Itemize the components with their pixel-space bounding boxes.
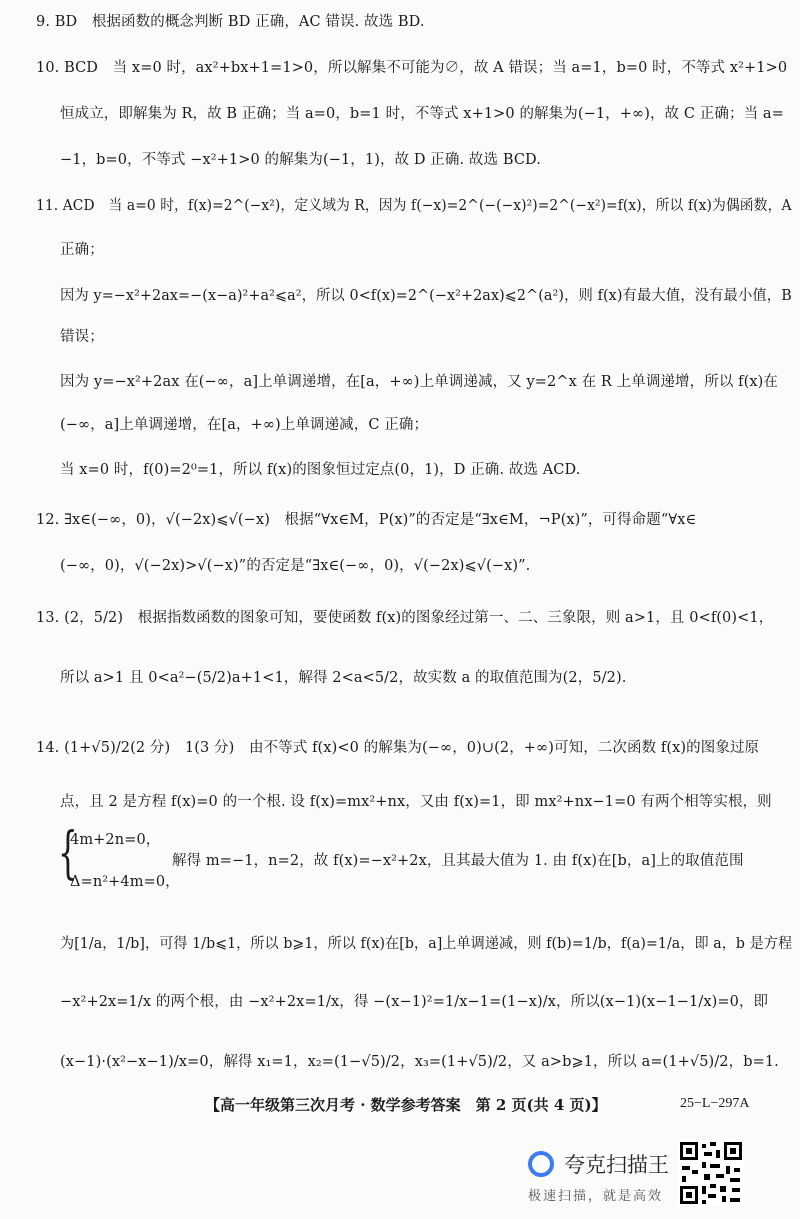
answer-12-line-1: 12. ∃x∈(−∞，0)，√(−2x)⩽√(−x) 根据“∀x∈M，P(x)”的否定是“∃x∈M，¬P(x)”，可得命题“∀x∈: [36, 512, 697, 528]
answer-14-system-eq-2: Δ=n²+4m=0，: [70, 874, 180, 890]
page-footer-title: 【高一年级第三次月考 · 数学参考答案 第 2 页(共 4 页)】: [205, 1096, 607, 1114]
answer-11-line-5: 因为 y=−x²+2ax 在(−∞，a]上单调递增，在[a，+∞)上单调递减，又 y=2^x 在 R 上单调递增，所以 f(x)在: [60, 374, 778, 390]
answer-14-line-1: 14. (1+√5)/2(2 分) 1(3 分) 由不等式 f(x)<0 的解集为(−∞，0)∪(2，+∞)可知，二次函数 f(x)的图象过原: [36, 740, 760, 756]
qr-code-icon: [678, 1140, 744, 1206]
answer-9: 9. BD 根据函数的概念判断 BD 正确，AC 错误. 故选 BD.: [36, 14, 425, 30]
answer-10-line-3: −1，b=0，不等式 −x²+1>0 的解集为(−1，1)，故 D 正确. 故选 BCD.: [60, 152, 541, 168]
system-brace: {: [58, 821, 78, 886]
answer-11-line-3: 因为 y=−x²+2ax=−(x−a)²+a²⩽a²，所以 0<f(x)=2^(−x²+2ax)⩽2^(a²)，则 f(x)有最大值，没有最小值，B: [60, 288, 792, 304]
answer-13-line-1: 13. (2，5/2) 根据指数函数的图象可知，要使函数 f(x)的图象经过第一、二、三象限，则 a>1，且 0<f(0)<1，: [36, 610, 774, 626]
answer-14-line-6: (x−1)·(x²−x−1)/x=0，解得 x₁=1，x₂=(1−√5)/2，x₃=(1+√5)/2，又 a>b⩾1，所以 a=(1+√5)/2，b=1.: [60, 1054, 779, 1070]
answer-14-system-eq-1: 4m+2n=0，: [70, 832, 161, 848]
answer-11-line-2: 正确；: [60, 242, 104, 258]
scanner-name: 夸克扫描王: [564, 1153, 669, 1177]
answer-11-line-1: 11. ACD 当 a=0 时，f(x)=2^(−x²)，定义域为 R，因为 f(−x)=2^(−(−x)²)=2^(−x²)=f(x)，所以 f(x)为偶函数，A: [36, 198, 792, 214]
answer-12-line-2: (−∞，0)，√(−2x)>√(−x)”的否定是“∃x∈(−∞，0)，√(−2x)⩽√(−x)”.: [60, 558, 531, 574]
scanner-slogan: 极速扫描，就是高效: [528, 1189, 664, 1204]
answer-10-line-2: 恒成立，即解集为 R，故 B 正确；当 a=0，b=1 时，不等式 x+1>0 的解集为(−1，+∞)，故 C 正确；当 a=: [60, 106, 784, 122]
answer-11-line-4: 错误；: [60, 329, 104, 345]
answer-11-line-6: (−∞，a]上单调递增，在[a，+∞)上单调递减，C 正确；: [60, 417, 429, 433]
answer-13-line-2: 所以 a>1 且 0<a²−(5/2)a+1<1，解得 2<a<5/2，故实数 a 的取值范围为(2，5/2).: [60, 670, 627, 686]
scanner-watermark: [520, 1145, 680, 1205]
paper-code: 25−L−297A: [680, 1096, 750, 1111]
answer-14-line-3: 解得 m=−1，n=2，故 f(x)=−x²+2x，且其最大值为 1. 由 f(x)在[b，a]上的取值范围: [172, 853, 744, 869]
answer-10-line-1: 10. BCD 当 x=0 时，ax²+bx+1=1>0，所以解集不可能为∅，故 A 错误；当 a=1，b=0 时，不等式 x²+1>0: [36, 60, 788, 76]
answer-11-line-7: 当 x=0 时，f(0)=2⁰=1，所以 f(x)的图象恒过定点(0，1)，D 正确. 故选 ACD.: [60, 462, 581, 478]
answer-14-line-4: 为[1/a，1/b]，可得 1/b⩽1，所以 b⩾1，所以 f(x)在[b，a]上单调递减，则 f(b)=1/b，f(a)=1/a，即 a，b 是方程: [60, 936, 793, 952]
answer-14-line-5: −x²+2x=1/x 的两个根，由 −x²+2x=1/x，得 −(x−1)²=1/x−1=(1−x)/x，所以(x−1)(x−1−1/x)=0，即: [60, 994, 769, 1010]
scanner-logo-icon: [528, 1151, 554, 1177]
answer-14-line-2: 点，且 2 是方程 f(x)=0 的一个根. 设 f(x)=mx²+nx，又由 f(x)=1，即 mx²+nx−1=0 有两个相等实根，则: [60, 794, 772, 810]
